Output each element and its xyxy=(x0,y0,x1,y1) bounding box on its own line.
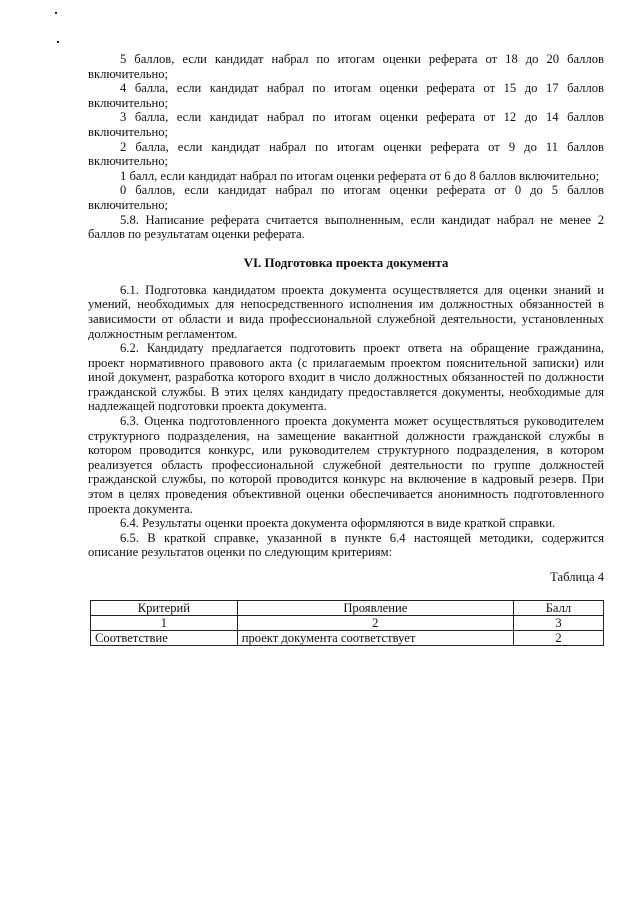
column-header: Критерий xyxy=(91,600,238,615)
table-cell: 2 xyxy=(237,615,513,630)
paragraph: 3 балла, если кандидат набрал по итогам оценки реферата от 12 до 14 баллов включительно; xyxy=(88,110,604,139)
paragraph: 1 балл, если кандидат набрал по итогам оценки реферата от 6 до 8 баллов включительно; xyxy=(120,168,600,183)
table-cell: 1 xyxy=(91,615,238,630)
score-list xyxy=(88,52,604,242)
table-header-row xyxy=(91,600,604,615)
scan-speck-mark xyxy=(55,12,57,14)
paragraph: 6.1. Подготовка кандидатом проекта документа осуществляется для оценки знаний и умений, необходимых для непосредственного исполнения им должностных обязанностей в зависимости от области и вида профессиональной служебной деятельности, установленных должностным регламентом. xyxy=(88,282,604,341)
table-cell: Соответствие xyxy=(91,630,238,645)
table-cell: 3 xyxy=(513,615,603,630)
table-cell: проект документа соответствует xyxy=(237,630,513,645)
section-body xyxy=(88,283,604,560)
paragraph: 5 баллов, если кандидат набрал по итогам оценки реферата от 18 до 20 баллов включительно; xyxy=(88,52,604,81)
paragraph: 4 балла, если кандидат набрал по итогам оценки реферата от 15 до 17 баллов включительно; xyxy=(88,81,604,110)
paragraph: 0 баллов, если кандидат набрал по итогам оценки реферата от 0 до 5 баллов включительно; xyxy=(88,183,604,212)
table-caption: Таблица 4 xyxy=(550,570,604,584)
paragraph: 5.8. Написание реферата считается выполненным, если кандидат набрал не менее 2 баллов по результатам оценки реферата. xyxy=(88,212,604,242)
column-header: Проявление xyxy=(237,600,513,615)
paragraph: 6.5. В краткой справке, указанной в пункте 6.4 настоящей методики, содержится описание результатов оценки по следующим критериям: xyxy=(88,530,604,560)
paragraph: 6.2. Кандидату предлагается подготовить проект ответа на обращение гражданина, проект нормативного правового акта (с прилагаемым проектом пояснительной записки) или иной документ, разработка которого входит в число должностных обязанностей по должности гражданской службы. В этих целях кандидату предоставляется документы, необходимые для надлежащей подготовки проекта документа. xyxy=(88,341,604,414)
table-cell: 2 xyxy=(513,630,603,645)
paragraph: 6.4. Результаты оценки проекта документа оформляются в виде краткой справки. xyxy=(120,516,556,531)
section-title: VI. Подготовка проекта документа xyxy=(243,254,449,270)
table-row xyxy=(91,630,604,645)
table-numbering-row xyxy=(91,615,604,630)
column-header: Балл xyxy=(513,600,603,615)
criteria-table xyxy=(90,600,604,646)
paragraph: 2 балла, если кандидат набрал по итогам оценки реферата от 9 до 11 баллов включительно; xyxy=(88,139,604,169)
scan-speck-mark xyxy=(57,41,59,43)
document-page xyxy=(88,52,604,646)
paragraph: 6.3. Оценка подготовленного проекта документа может осуществляться руководителем структурного подразделения, на замещение вакантной должности гражданской службы в котором проводится конкурс, или руководителем структурного подразделения, в котором реализуется область профессиональной служебной деятельности по группе должностей гражданской службы, по которой проводится конкурс на включение в кадровый резерв. При этом в целях проведения объективной оценки обеспечивается анонимность подготовленного проекта документа. xyxy=(88,414,604,516)
